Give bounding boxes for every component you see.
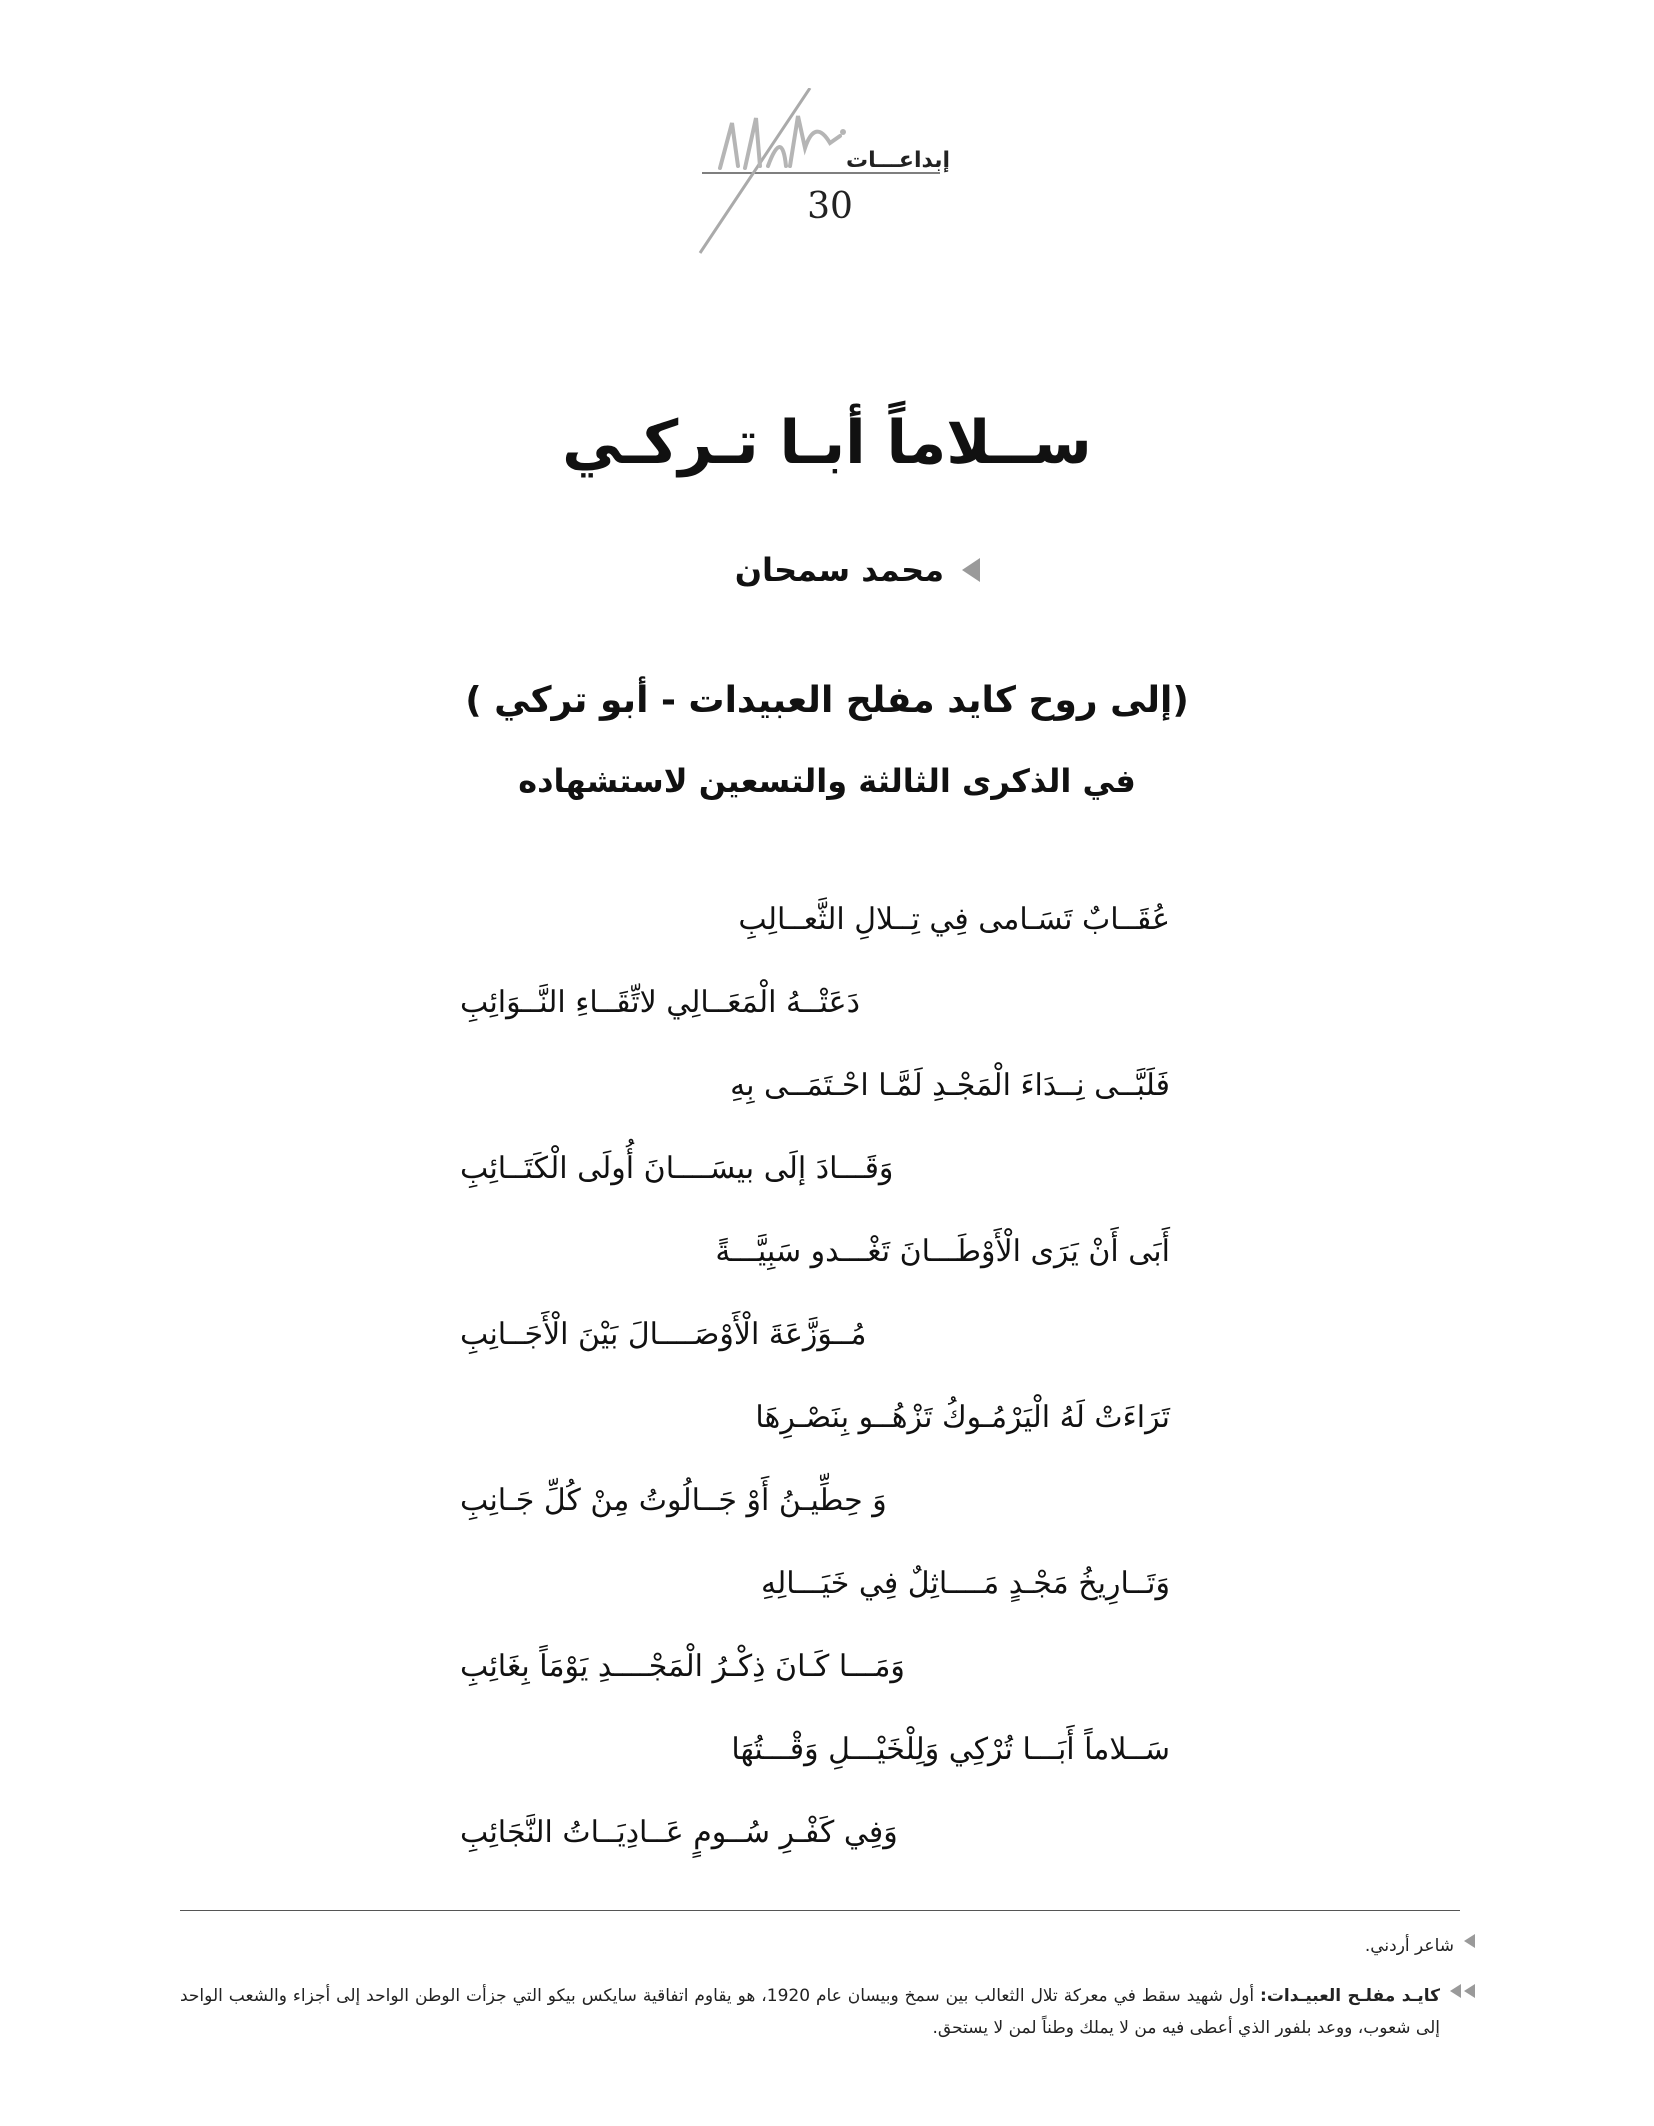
verse-line: دَعَتْــهُ الْمَعَــالِي لاتِّقَــاءِ النَّــوَائِبِ: [460, 985, 860, 1020]
poem-title: ســلاماً أبـا تـركـي: [562, 408, 1092, 478]
verse-line: فَلَبَّــى نِــدَاءَ الْمَجْـدِ لَمَّـا احْـتَمَــى بِهِ: [730, 1068, 1170, 1103]
footnote-marker: [1464, 1930, 1475, 1948]
footnote-text: أول شهيد سقط في معركة تلال الثعالب بين سمخ وبيسان عام 1920، هو يقاوم اتفاقية سايكس بيكو التي جزأت الوطن الواحد إلى أجزاء والشعب الواحد إلى شعوب، ووعد بلفور الذي أعطى فيه من لا يملك وطناً لمن لا يستحق.: [180, 1986, 1440, 2038]
footnote-text-block: [180, 1980, 1440, 2044]
footnote-item: [180, 1930, 1475, 1962]
verse-line: وَفِي كَفْـرِ سُــومٍ عَــادِيَــاتُ النَّجَائِبِ: [460, 1815, 898, 1850]
magazine-logo: [690, 88, 970, 258]
verse-line: وَقَـــادَ إلَى بيسَــــانَ أُولَى الْكَتَــائِبِ: [460, 1151, 894, 1186]
page-number: 30: [807, 186, 853, 227]
footnotes: [180, 1930, 1475, 2062]
verse-line: مُــوَزَّعَةَ الْأَوْصَــــالَ بَيْنَ الْأَجَــانِبِ: [460, 1317, 867, 1352]
poem-verses: [430, 890, 1190, 1886]
verse-line: سَــلاماً أَبَـــا تُرْكِي وَلِلْخَيْـــلِ وَقْـــتُهَا: [731, 1732, 1170, 1767]
verse-line: أَبَى أَنْ يَرَى الْأَوْطَـــانَ تَغْـــدو سَبِيَّـــةً: [715, 1234, 1170, 1269]
dedication-line-1: (إلى روح كايد مفلح العبيدات - أبو تركي ): [465, 680, 1189, 721]
author-name: محمد سمحان: [734, 551, 944, 589]
bullet-triangle-icon: [1464, 1984, 1475, 1998]
verse-line: تَرَاءَتْ لَهُ الْيَرْمُـوكُ تَزْهُــو بِنَصْـرِهَا: [755, 1400, 1170, 1435]
footnote-divider: [180, 1910, 1460, 1911]
footnote-marker: [1450, 1980, 1475, 1998]
footnote-text: شاعر أردني.: [1364, 1936, 1454, 1956]
verse-line: وَ حِطِّيـنُ أَوْ جَــالُوتُ مِنْ كُلِّ جَـانِبِ: [460, 1483, 887, 1518]
verse-line: وَتَــارِيخُ مَجْـدٍ مَــــاثِلٌ فِي خَيَـــالِهِ: [761, 1566, 1170, 1601]
bullet-triangle-icon: [962, 558, 980, 582]
section-label: إبداعـــات: [845, 148, 950, 173]
footnote-name: كايـد مفلـح العبيـدات:: [1260, 1986, 1440, 2006]
bullet-triangle-icon: [1450, 1984, 1461, 1998]
dedication-line-2: في الذكرى الثالثة والتسعين لاستشهاده: [518, 762, 1136, 800]
author-row: [600, 545, 980, 595]
verse-line: عُقَــابٌ تَسَـامى فِي تِــلالِ الثَّعــالِبِ: [738, 902, 1170, 937]
footnote-item: [180, 1980, 1475, 2044]
bullet-triangle-icon: [1464, 1934, 1475, 1948]
verse-line: وَمَـــا كَـانَ ذِكْـرُ الْمَجْــــدِ يَوْمَاً بِغَائِبِ: [460, 1649, 905, 1684]
